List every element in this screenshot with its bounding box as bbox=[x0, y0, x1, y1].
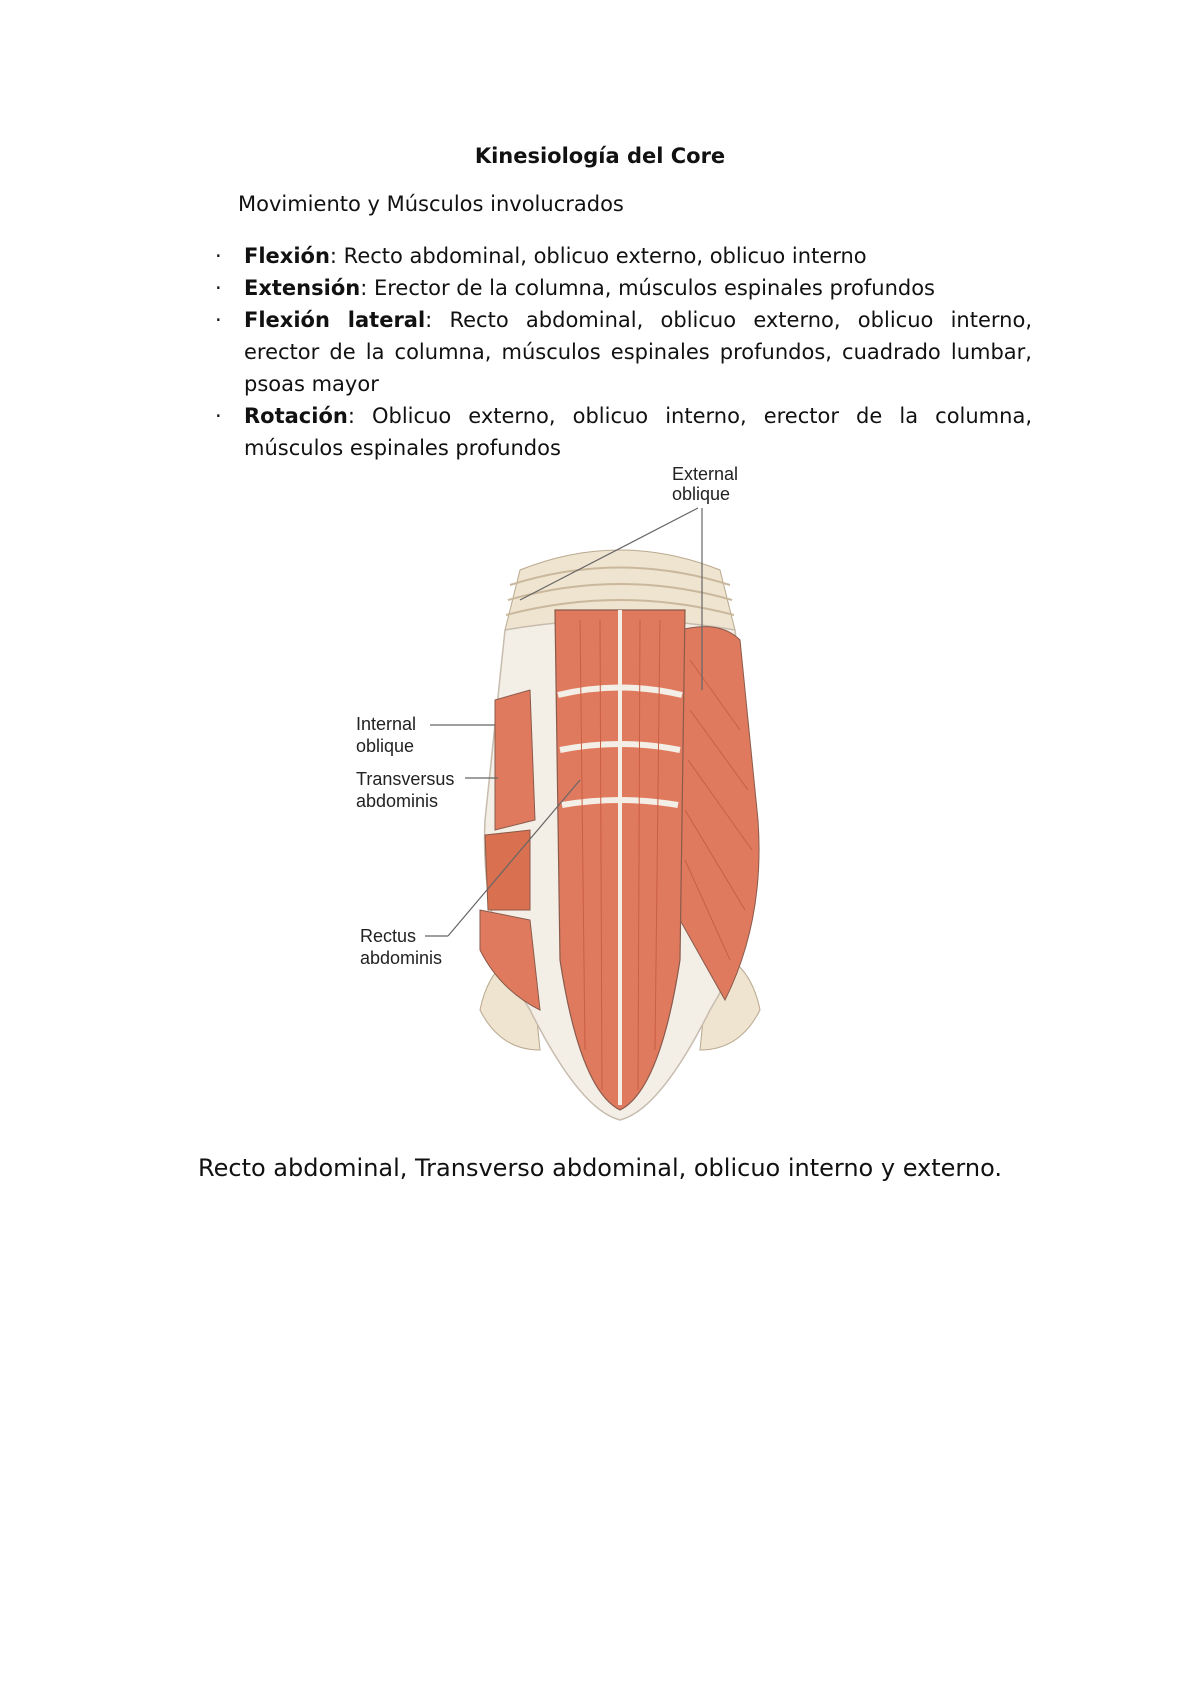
abdominal-muscles-illustration bbox=[356, 464, 860, 1130]
label-rectus-1: Rectus bbox=[360, 926, 417, 946]
bullet-icon: · bbox=[215, 244, 222, 268]
internal-oblique-muscle bbox=[495, 690, 535, 830]
transversus-abdominis-muscle bbox=[485, 830, 530, 910]
label-rectus-2: abdominis bbox=[360, 948, 443, 968]
list-text: : Recto abdominal, oblicuo externo, oblicuo interno bbox=[329, 244, 867, 268]
list-text: : Recto abdominal, oblicuo externo, oblicuo interno, erector de la columna, músculos espinales profundos, cuadrado lumbar, psoas mayor bbox=[244, 308, 1032, 396]
label-transversus-2: abdominis bbox=[356, 791, 439, 811]
bullet-icon: · bbox=[215, 276, 222, 300]
label-external-oblique-2: oblique bbox=[672, 484, 731, 504]
list-text: : Erector de la columna, músculos espinales profundos bbox=[360, 276, 935, 300]
list-term: Rotación bbox=[244, 404, 348, 428]
page-title: Kinesiología del Core bbox=[474, 144, 726, 168]
label-internal-oblique-2: oblique bbox=[356, 736, 415, 756]
list-item bbox=[210, 304, 1032, 400]
bullet-icon: · bbox=[215, 308, 222, 332]
list-item bbox=[210, 400, 1032, 464]
list-term: Flexión lateral bbox=[244, 308, 426, 332]
page-subtitle: Movimiento y Músculos involucrados bbox=[238, 192, 624, 216]
label-external-oblique-1: External bbox=[672, 464, 739, 484]
list-term: Extensión bbox=[244, 276, 361, 300]
list-term: Flexión bbox=[244, 244, 330, 268]
figure-caption: Recto abdominal, Transverso abdominal, oblicuo interno y externo. bbox=[198, 1154, 1002, 1182]
list-text: : Oblicuo externo, oblicuo interno, erector de la columna, músculos espinales profundos bbox=[244, 404, 1032, 460]
movement-list bbox=[210, 240, 1032, 464]
label-internal-oblique-1: Internal bbox=[356, 714, 417, 734]
label-transversus-1: Transversus bbox=[356, 769, 455, 789]
bullet-icon: · bbox=[215, 404, 222, 428]
list-item bbox=[210, 272, 1032, 304]
list-item bbox=[210, 240, 1032, 272]
